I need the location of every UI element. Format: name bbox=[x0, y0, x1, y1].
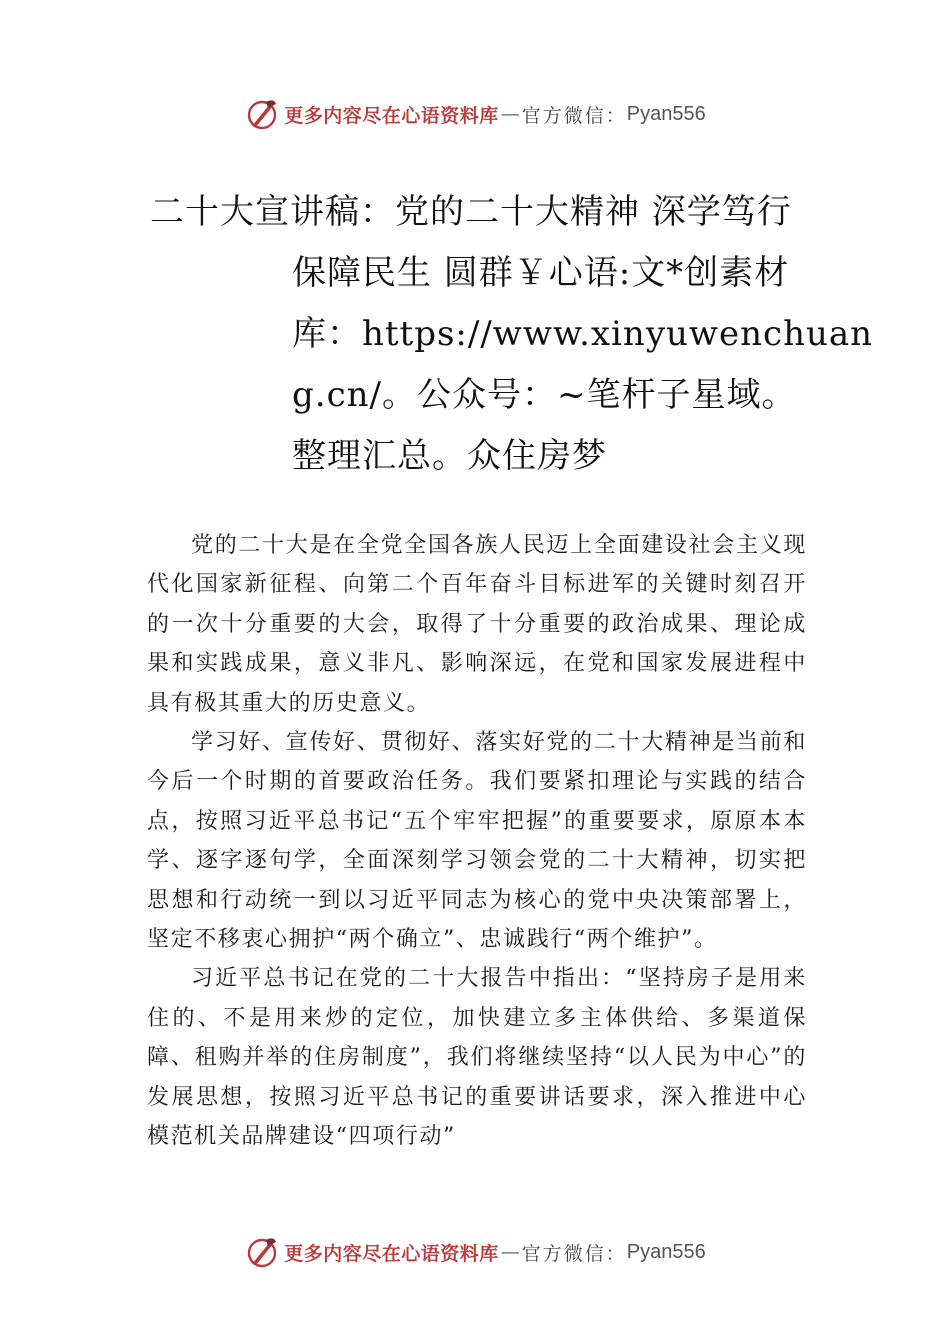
title-line-4: g.cn/。公众号：~笔杆子星域。 bbox=[292, 375, 797, 415]
quill-pen-logo-icon bbox=[244, 1234, 280, 1270]
promo-text: 更多内容尽在心语资料库 bbox=[284, 104, 499, 127]
header-banner bbox=[0, 94, 950, 134]
wechat-label: 官方微信： bbox=[521, 1242, 627, 1265]
document-title bbox=[150, 182, 874, 487]
title-line-2: 保障民生 圆群￥心语:文*创素材 bbox=[292, 253, 790, 293]
promo-text: 更多内容尽在心语资料库 bbox=[284, 1242, 499, 1265]
quill-pen-logo-icon bbox=[244, 96, 280, 132]
paragraph-1: 党的二十大是在全党全国各族人民迈上全面建设社会主义现代化国家新征程、向第二个百年奋斗目标进军的关键时刻召开的一次十分重要的大会，取得了十分重要的政治成果、理论成果和实践成果，意义非凡、影响深远，在党和国家发展进程中具有极其重大的历史意义。 bbox=[147, 533, 807, 716]
wechat-label: 官方微信： bbox=[521, 104, 627, 127]
footer-banner bbox=[0, 1232, 950, 1272]
paragraph-3: 习近平总书记在党的二十大报告中指出：“坚持房子是用来住的、不是用来炒的定位，加快建立多主体供给、多渠道保障、租购并举的住房制度”，我们将继续坚持“以人民为中心”的发展思想，按照习近平总书记的重要讲话要求，深入推进中心模范机关品牌建设“四项行动” bbox=[147, 966, 807, 1150]
document-body bbox=[147, 526, 807, 1157]
banner-separator: — bbox=[500, 1241, 520, 1263]
wechat-id: Pyan556 bbox=[626, 1240, 706, 1263]
wechat-id: Pyan556 bbox=[626, 102, 706, 125]
title-line-3: 库：https://www.xinyuwenchuan bbox=[292, 314, 874, 354]
paragraph-2: 学习好、宣传好、贯彻好、落实好党的二十大精神是当前和今后一个时期的首要政治任务。我们要紧扣理论与实践的结合点，按照习近平总书记“五个牢牢把握”的重要要求，原原本本学、逐字逐句学，全面深刻学习领会党的二十大精神，切实把思想和行动统一到以习近平同志为核心的党中央决策部署上，坚定不移衷心拥护“两个确立”、忠诚践行“两个维护”。 bbox=[147, 730, 807, 953]
title-line-1: 二十大宣讲稿：党的二十大精神 深学笃行 bbox=[150, 192, 792, 232]
title-line-5: 整理汇总。众住房梦 bbox=[292, 436, 607, 476]
banner-separator: — bbox=[500, 103, 520, 125]
